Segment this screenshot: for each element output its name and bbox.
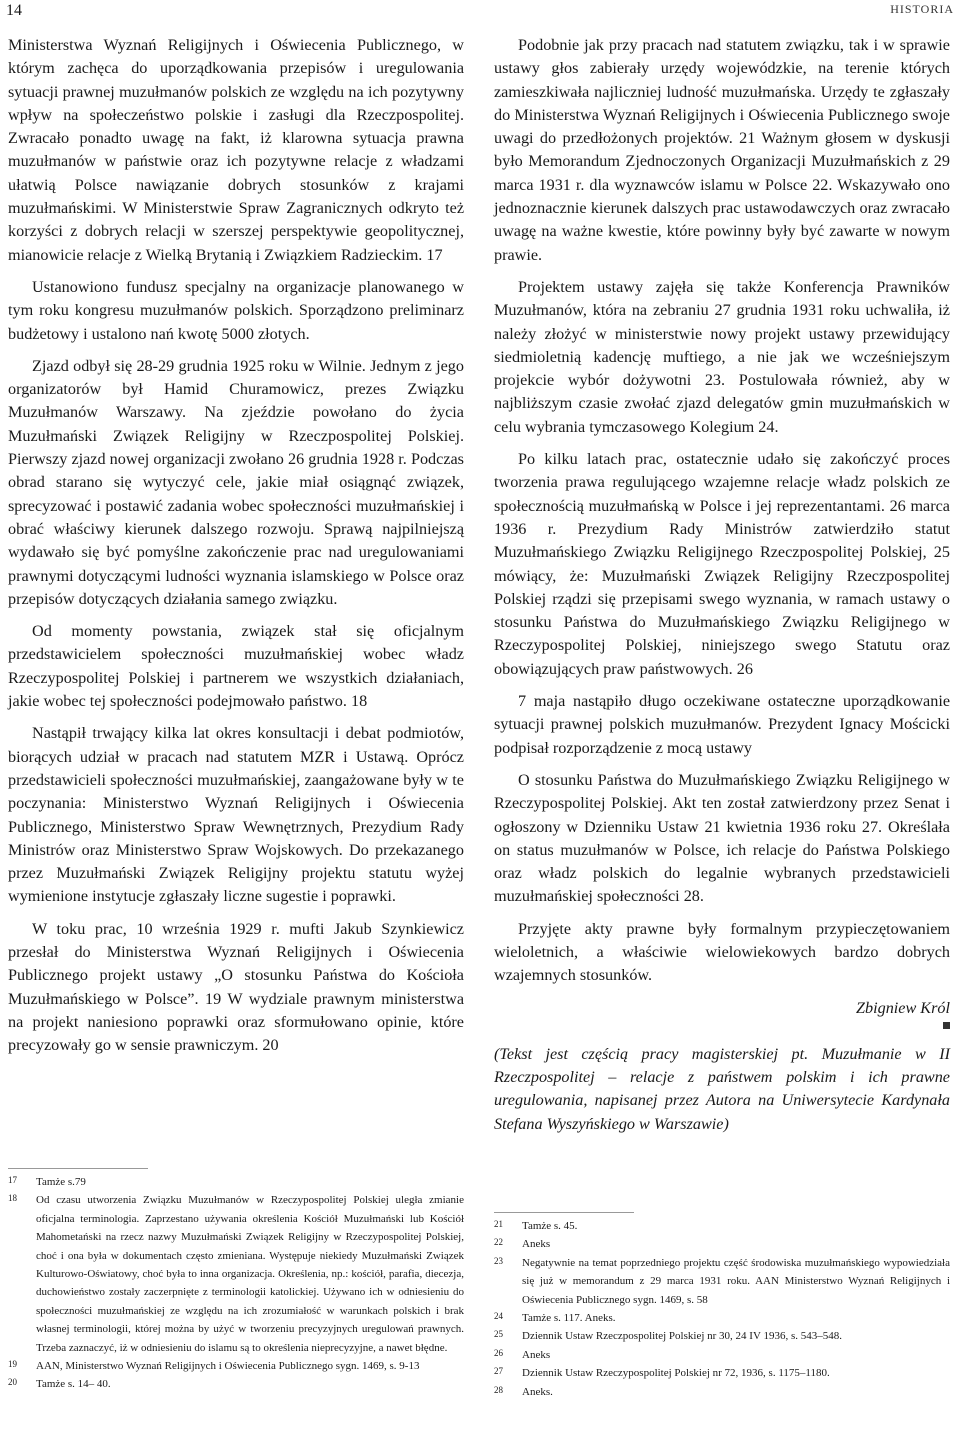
footnote xyxy=(494,1383,950,1401)
footnote-text: Tamże s. 117. Aneks. xyxy=(522,1312,616,1325)
footnote xyxy=(8,1191,464,1357)
footnote-rule xyxy=(8,1168,148,1169)
footnote xyxy=(494,1309,950,1327)
section-title: HISTORIA xyxy=(890,2,954,16)
footnote-number: 24 xyxy=(494,1311,503,1322)
footnotes-right xyxy=(494,1212,950,1401)
footnote xyxy=(494,1327,950,1345)
footnote-number: 17 xyxy=(8,1175,17,1185)
paragraph: Zjazd odbył się 28-29 grudnia 1925 roku w Wilnie. Jednym z jego organizatorów był Hamid Churamowicz, prezes Związku Muzułmanów Warszawy. Na zjeździe powołano do życia Muzułmański Związek Religijny w Rzeczpospolitej Polskiej. Pierwszy zjazd nowej organizacji zwołano 26 grudnia 1928 r. Podczas obrad starano się wytyczyć cele, jakie miał osiągnąć związek, sprecyzować i postawić zadania wobec społeczności muzułmańskiej i obrać właściwy kierunek dalszego rozwoju. Sprawą najpilniejszą wydawało się być pomyślne zakończenie prac nad uregulowaniami prawnymi dotyczącymi ludności wyznania islamskiego w Polsce oraz przepisów dotyczących działania samego związku. xyxy=(8,356,464,608)
paragraph: Od momenty powstania, związek stał się oficjalnym przedstawicielem społeczności muzułmańskiej wobec władz Rzeczypospolitej Polskiej i partnerem we wszystkich działaniach, jakie wobec tej społeczności podejmowało państwo. 18 xyxy=(8,622,464,711)
end-mark-icon xyxy=(943,1022,950,1029)
footnote-text: Dziennik Ustaw Rzeczypospolitej Polskiej nr 72, 1936, s. 1175–1180. xyxy=(522,1367,830,1380)
footnote xyxy=(494,1254,950,1309)
footnote-rule xyxy=(494,1212,634,1213)
footnote xyxy=(494,1364,950,1382)
footnote-text: Aneks. xyxy=(522,1385,553,1398)
paragraph: Nastąpił trwający kilka lat okres konsultacji i debat podmiotów, biorących udział w pracach nad statutem MZR i Ustawą. Oprócz przedstawicieli społeczności muzułmańskiej, zaangażowane były w te poczynania: Ministerstwo Wyznań Religijnych i Oświecenia Publicznego, Ministerstwo Spraw Wewnętrznych, Prezydium Rady Ministrów oraz Ministerstwo Spraw Wojskowych. Do przekazanego przez Muzułmański Związek Religijny projektu statutu wyżej wymienione instytucje zgłaszały liczne sugestie i poprawki. xyxy=(8,724,464,906)
footnote-text: Od czasu utworzenia Związku Muzułmanów w Rzeczypospolitej Polskiej uległa zmianie oficjalna terminologia. Zaprzestano używania określenia Kościół Muzułmański lub Kościół Mahometański na rzecz nazwy Muzułmański Związek Religijny w Rzeczypospolitej Polskiej, choć i ona była w dokumentach często zmieniana. Występuje niekiedy Muzułmański Związek Kulturowo-Oświatowy, choć była to inna organizacja. Określenia, np.: kościół, parafia, diecezja, duchowieństwo zostały zaczerpnięte z terminologii katolickiej. Używano ich w odniesieniu do społeczności muzułmańskiej ze względu na ich zrozumiałość w warunkach polskich i brak własnej terminologii, której można by użyć w tworzeniu precyzyjnych uregulowań prawnych. Trzeba zaznaczyć, iż w odniesieniu do islamu są to określenia nieprecyzyjne, a nawet błędne. xyxy=(36,1194,464,1354)
footnote-number: 22 xyxy=(494,1237,503,1248)
source-note: (Tekst jest częścią pracy magisterskiej pt. Muzułmanie w II Rzeczpospolitej – relacje z państwem polskim i ich prawne uregulowania, napisanej przez Autora na Uniwersytecie Kardynała Stefana Wyszyńskiego w Warszawie) xyxy=(494,1044,950,1133)
footnote-number: 20 xyxy=(8,1377,17,1388)
paragraph: Ustanowiono fundusz specjalny na organizacje planowanego w tym roku kongresu muzułmanów polskich. Sporządzono preliminarz budżetowy i ustalono nań kwotę 5000 złotych. xyxy=(8,277,464,343)
footnote-text: Negatywnie na temat poprzedniego projektu część środowiska muzułmańskiego wypowiedziała się już w memorandum z 29 marca 1931 roku. AAN Ministerstwo Wyznań Religijnych i Oświecenia Publicznego sygn. 1469, s. 58 xyxy=(522,1256,950,1306)
footnote-text: Aneks xyxy=(522,1348,551,1361)
author-signature: Zbigniew Król xyxy=(856,998,950,1017)
right-column xyxy=(494,34,950,1145)
footnote xyxy=(494,1346,950,1364)
paragraph: Podobnie jak przy pracach nad statutem związku, tak i w sprawie ustawy głos zabierały urzędy wojewódzkie, na terenie których zamieszkiwała najliczniej ludność muzułmańska. Urzędy te zgłaszały do Ministerstwa Wyznań Religijnych i Oświecenia Publicznego swoje uwagi do przedłożonych projektów. 21 Ważnym głosem w dyskusji było Memorandum Zjednoczonych Organizacji Muzułmańskich z 29 marca 1931 r. dla wyznawców islamu w Polsce 22. Wskazywało ono jednoznacznie kierunek dalszych prac ustawodawczych oraz zwracało uwagę na ważne kwestie, które powinny były być zawarte w nowym prawie. xyxy=(494,36,950,264)
footnote-number: 21 xyxy=(494,1219,503,1229)
footnote-number: 26 xyxy=(494,1347,503,1358)
footnote xyxy=(494,1217,950,1235)
footnotes-left xyxy=(8,1168,464,1394)
paragraph: Po kilku latach prac, ostatecznie udało się zakończyć proces tworzenia prawa regulującego wzajemne relacje władz polskich ze społecznością muzułmańską w Polsce i jej reprezentantami. 26 marca 1936 r. Prezydium Rady Ministrów zatwierdziło statut Muzułmańskiego Związku Religijnego Rzeczpospolitej Polskiej, 25 mówiący, że: Muzułmański Związek Religijny Rzeczpospolitej Polskiej rządzi się przepisami swego wyznania, w ramach ustawy o stosunku Państwa do Muzułmańskiego Związku Religijnego w Rzeczypospolitej Polskiej, niniejszego swego Statutu oraz obowiązujących praw państwowych. 26 xyxy=(494,450,950,678)
footnote-text: Tamże s.79 xyxy=(36,1176,86,1188)
footnote xyxy=(8,1375,464,1393)
paragraph: W toku prac, 10 września 1929 r. mufti Jakub Szynkiewicz przesłał do Ministerstwa Wyznań Religijnych i Oświecenia Publicznego projekt ustawy „O stosunku Państwa do Kościoła Muzułmańskiego w Polsce”. 19 W wydziale prawnym ministerstwa na projekt naniesiono poprawki oraz sformułowano opinie, które precyzowały go w sensie prawniczym. 20 xyxy=(8,919,464,1055)
footnote-number: 27 xyxy=(494,1366,503,1377)
left-column xyxy=(8,34,464,1066)
footnote xyxy=(8,1173,464,1191)
footnote-text: Dziennik Ustaw Rzeczpospolitej Polskiej nr 30, 24 IV 1936, s. 543–548. xyxy=(522,1330,842,1343)
footnote xyxy=(8,1357,464,1375)
footnote-number: 19 xyxy=(8,1359,17,1370)
footnote-text: Aneks xyxy=(522,1238,551,1251)
paragraph: O stosunku Państwa do Muzułmańskiego Związku Religijnego w Rzeczypospolitej Polskiej. Akt ten został zatwierdzony przez Senat i ogłoszony w Dzienniku Ustaw 21 kwietnia 1936 roku 27. Określała on status muzułmanów w Polsce, ich relacje do Państwa Polskiego oraz władz polskich do legalnie wybranych przedstawicieli muzułmańskiej społeczności 28. xyxy=(494,770,950,906)
footnote-text: Tamże s. 14– 40. xyxy=(36,1378,111,1391)
footnote xyxy=(494,1235,950,1253)
page-number: 14 xyxy=(6,2,22,19)
footnote-number: 18 xyxy=(8,1193,17,1204)
footnote-number: 28 xyxy=(494,1384,503,1395)
footnote-text: AAN, Ministerstwo Wyznań Religijnych i Oświecenia Publicznego sygn. 1469, s. 9-13 xyxy=(36,1360,420,1373)
footnote-text: Tamże s. 45. xyxy=(522,1220,578,1232)
paragraph: Ministerstwa Wyznań Religijnych i Oświecenia Publicznego, w którym zachęca do uporządkowania przepisów i uregulowania sytuacji prawnej muzułmanów polskich ze względu na ich pozytywny wpływ na społeczeństwo polskie i zasługi dla Rzeczpospolitej. Zwracało ponadto uwagę na fakt, iż klarowna sytuacja prawna muzułmanów w państwie oraz ich pozytywne relacje z władzami ułatwią Polsce nawiązanie dobrych stosunków z krajami muzułmańskimi. W Ministerstwie Spraw Zagranicznych odkryto też korzyści z dobrych relacji w szerszej perspektywie geopolitycznej, mianowicie relacje z Wielką Brytanią i Związkiem Radzieckim. 17 xyxy=(8,36,464,264)
footnote-number: 25 xyxy=(494,1329,503,1340)
paragraph: 7 maja nastąpiło długo oczekiwane ostateczne uporządkowanie sytuacji prawnej polskich muzułmanów. Prezydent Ignacy Mościcki podpisał rozporządzenie z mocą ustawy xyxy=(494,692,950,757)
paragraph: Projektem ustawy zajęła się także Konferencja Prawników Muzułmanów, która na zebraniu 27 grudnia 1931 roku uchwaliła, iż należy złożyć w ministerstwie nowy projekt ustawy przewidujący siedmioletnią kadencję muftiego, a nie jak we wcześniejszym projekcie wybór dożywotni 23. Postulowała również, aby w najbliższym czasie zwołać zjazd delegatów gmin muzułmańskich w celu wybrania tymczasowego Kolegium 24. xyxy=(494,277,950,436)
footnote-number: 23 xyxy=(494,1255,503,1266)
paragraph: Przyjęte akty prawne były formalnym przypieczętowaniem wieloletnich, a właściwie wielowiekowych bardzo dobrych wzajemnych stosunków. xyxy=(494,919,950,985)
